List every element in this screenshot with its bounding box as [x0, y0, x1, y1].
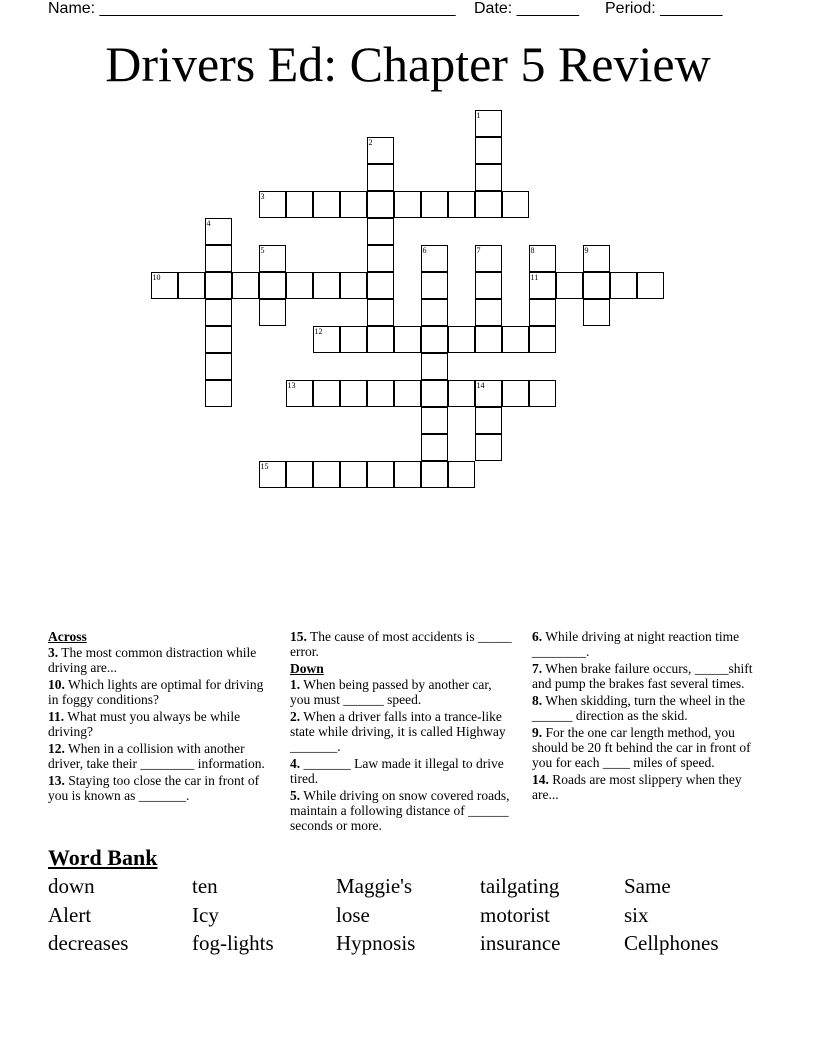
crossword-cell[interactable] — [448, 380, 475, 407]
crossword-cell[interactable] — [448, 326, 475, 353]
crossword-cell[interactable] — [340, 380, 367, 407]
crossword-cell[interactable] — [313, 326, 340, 353]
clue-text: What must you always be while driving? — [48, 709, 241, 739]
across-clue-3 — [48, 645, 272, 675]
crossword-cell[interactable] — [205, 245, 232, 272]
crossword-cell[interactable] — [367, 299, 394, 326]
clue-text: _______ Law made it illegal to drive tired. — [290, 756, 504, 786]
crossword-cell[interactable] — [259, 191, 286, 218]
clue-number: 5. — [290, 788, 301, 803]
clue-text: When being passed by another car, you must ______ speed. — [290, 677, 492, 707]
clue-number: 2. — [290, 709, 301, 724]
crossword-cell[interactable] — [475, 164, 502, 191]
crossword-cell[interactable] — [421, 191, 448, 218]
crossword-cell[interactable] — [205, 299, 232, 326]
word-bank-title: Word Bank — [48, 845, 158, 870]
clue-text: The cause of most accidents is _____ error. — [290, 629, 512, 659]
cell-number: 7 — [476, 245, 481, 255]
clue-number: 1. — [290, 677, 301, 692]
across-clue-13 — [48, 773, 272, 803]
word-bank-item: Cellphones — [624, 931, 719, 955]
clue-number: 4. — [290, 756, 301, 771]
cell-number: 4 — [206, 218, 211, 228]
word-bank-item: Hypnosis — [336, 931, 416, 955]
crossword-cell[interactable] — [421, 353, 448, 380]
across-clue-12 — [48, 741, 272, 771]
clue-number: 15. — [290, 629, 307, 644]
cell-number: 9 — [584, 245, 589, 255]
crossword-cell[interactable] — [502, 191, 529, 218]
crossword-cell[interactable] — [421, 245, 448, 272]
word-bank-item: Icy — [192, 903, 219, 927]
crossword-cell[interactable] — [475, 137, 502, 164]
crossword-cell[interactable] — [205, 353, 232, 380]
cell-number: 8 — [530, 245, 535, 255]
crossword-cell[interactable] — [421, 407, 448, 434]
cell-number: 10 — [152, 272, 161, 282]
crossword-cell[interactable] — [529, 380, 556, 407]
crossword-cell[interactable] — [313, 461, 340, 488]
clue-text: For the one car length method, you should be 20 ft behind the car in front of you for each ____ miles of speed. — [532, 725, 751, 770]
clue-text: When in a collision with another driver, take their ________ information. — [48, 741, 265, 771]
crossword-cell[interactable] — [313, 191, 340, 218]
word-bank-item: fog-lights — [192, 931, 274, 955]
crossword-cell[interactable] — [367, 380, 394, 407]
crossword-cell[interactable] — [502, 326, 529, 353]
cell-number: 12 — [314, 326, 323, 336]
crossword-cell[interactable] — [475, 272, 502, 299]
clue-number: 6. — [532, 629, 543, 644]
name-field-label[interactable]: Name: ________________________________________ — [48, 0, 456, 17]
date-field-label[interactable]: Date: _______ — [474, 0, 579, 17]
crossword-cell[interactable] — [583, 272, 610, 299]
crossword-cell[interactable] — [367, 164, 394, 191]
crossword-cell[interactable] — [475, 380, 502, 407]
crossword-cell[interactable] — [502, 380, 529, 407]
word-bank-item: Maggie's — [336, 874, 413, 898]
crossword-cell[interactable] — [475, 326, 502, 353]
clue-number: 7. — [532, 661, 543, 676]
crossword-cell[interactable] — [475, 191, 502, 218]
cell-number: 13 — [287, 380, 296, 390]
crossword-cell[interactable] — [556, 272, 583, 299]
crossword-cell[interactable] — [205, 380, 232, 407]
clue-number: 9. — [532, 725, 543, 740]
word-bank-item: ten — [192, 874, 218, 898]
crossword-cell[interactable] — [610, 272, 637, 299]
clue-column-3 — [532, 629, 756, 804]
crossword-cell[interactable] — [205, 272, 232, 299]
clue-number: 11. — [48, 709, 65, 724]
word-bank-item: Alert — [48, 903, 92, 927]
cell-number: 6 — [422, 245, 427, 255]
crossword-cell[interactable] — [394, 380, 421, 407]
down-clue-6 — [532, 629, 756, 659]
crossword-cell[interactable] — [367, 461, 394, 488]
crossword-cell[interactable] — [340, 461, 367, 488]
down-heading: Down — [290, 661, 324, 676]
crossword-cell[interactable] — [259, 272, 286, 299]
crossword-cell[interactable] — [232, 272, 259, 299]
crossword-cell[interactable] — [475, 245, 502, 272]
word-bank-item: tailgating — [480, 874, 560, 898]
crossword-cell[interactable] — [529, 299, 556, 326]
across-clue-15 — [290, 629, 514, 659]
down-clue-9 — [532, 725, 756, 770]
clue-number: 8. — [532, 693, 543, 708]
word-bank-item: down — [48, 874, 95, 898]
clue-text: Which lights are optimal for driving in foggy conditions? — [48, 677, 264, 707]
crossword-cell[interactable] — [259, 461, 286, 488]
clue-number: 10. — [48, 677, 65, 692]
crossword-cell[interactable] — [286, 272, 313, 299]
word-bank-item: six — [624, 903, 649, 927]
clue-number: 12. — [48, 741, 65, 756]
crossword-cell[interactable] — [475, 110, 502, 137]
crossword-cell[interactable] — [367, 245, 394, 272]
page-title: Drivers Ed: Chapter 5 Review — [105, 36, 711, 92]
crossword-cell[interactable] — [367, 218, 394, 245]
crossword-cell[interactable] — [529, 272, 556, 299]
across-clue-11 — [48, 709, 272, 739]
crossword-cell[interactable] — [205, 326, 232, 353]
crossword-cell[interactable] — [421, 299, 448, 326]
crossword-cell[interactable] — [421, 380, 448, 407]
clue-number: 14. — [532, 772, 549, 787]
word-bank-item: lose — [336, 903, 370, 927]
crossword-cell[interactable] — [340, 191, 367, 218]
word-bank-item: decreases — [48, 931, 129, 955]
cell-number: 15 — [260, 461, 269, 471]
clue-number: 3. — [48, 645, 59, 660]
clue-text: Roads are most slippery when they are... — [532, 772, 742, 802]
crossword-cell[interactable] — [475, 299, 502, 326]
down-clue-4 — [290, 756, 514, 786]
down-clue-8 — [532, 693, 756, 723]
crossword-cell[interactable] — [475, 434, 502, 461]
clue-column-1 — [48, 629, 272, 805]
crossword-cell[interactable] — [313, 272, 340, 299]
crossword-cell[interactable] — [583, 245, 610, 272]
cell-number: 5 — [260, 245, 265, 255]
crossword-cell[interactable] — [637, 272, 664, 299]
crossword-cell[interactable] — [151, 272, 178, 299]
clue-text: While driving at night reaction time ________. — [532, 629, 740, 659]
crossword-cell[interactable] — [421, 434, 448, 461]
crossword-cell[interactable] — [394, 326, 421, 353]
crossword-cell[interactable] — [448, 461, 475, 488]
crossword-cell[interactable] — [421, 272, 448, 299]
crossword-cell[interactable] — [313, 380, 340, 407]
crossword-cell[interactable] — [340, 326, 367, 353]
crossword-cell[interactable] — [340, 272, 367, 299]
clue-number: 13. — [48, 773, 65, 788]
crossword-cell[interactable] — [286, 380, 313, 407]
cell-number: 1 — [476, 110, 481, 120]
clue-text: When brake failure occurs, _____shift and pump the brakes fast several times. — [532, 661, 753, 691]
cell-number: 14 — [476, 380, 485, 390]
crossword-cell[interactable] — [259, 299, 286, 326]
down-clue-5 — [290, 788, 514, 833]
crossword-cell[interactable] — [367, 191, 394, 218]
word-bank-item: Same — [624, 874, 671, 898]
crossword-cell[interactable] — [421, 461, 448, 488]
crossword-cell[interactable] — [178, 272, 205, 299]
clue-text: When skidding, turn the wheel in the ______ direction as the skid. — [532, 693, 746, 723]
word-bank-item: insurance — [480, 931, 561, 955]
crossword-cell[interactable] — [421, 326, 448, 353]
clue-text: The most common distraction while driving are... — [48, 645, 257, 675]
clue-column-2 — [290, 629, 514, 835]
clue-text: Staying too close the car in front of you is known as _______. — [48, 773, 260, 803]
down-clue-2 — [290, 709, 514, 754]
down-clue-7 — [532, 661, 756, 691]
crossword-cell[interactable] — [394, 191, 421, 218]
crossword-cell[interactable] — [286, 461, 313, 488]
cell-number: 11 — [530, 272, 539, 282]
crossword-cell[interactable] — [367, 137, 394, 164]
across-heading: Across — [48, 629, 87, 644]
clue-text: While driving on snow covered roads, maintain a following distance of ______ seconds or more. — [290, 788, 510, 833]
crossword-cell[interactable] — [367, 326, 394, 353]
down-clue-1 — [290, 677, 514, 707]
crossword-cell[interactable] — [259, 245, 286, 272]
cell-number: 2 — [368, 137, 373, 147]
crossword-cell[interactable] — [394, 461, 421, 488]
crossword-cell[interactable] — [529, 245, 556, 272]
period-field-label[interactable]: Period: _______ — [605, 0, 723, 17]
crossword-cell[interactable] — [583, 299, 610, 326]
crossword-cell[interactable] — [205, 218, 232, 245]
crossword-cell[interactable] — [475, 407, 502, 434]
word-bank-item: motorist — [480, 903, 551, 927]
cell-number: 3 — [260, 191, 265, 201]
crossword-cell[interactable] — [286, 191, 313, 218]
crossword-cell[interactable] — [367, 272, 394, 299]
clue-text: When a driver falls into a trance-like state while driving, it is called Highway _______. — [290, 709, 506, 754]
crossword-cell[interactable] — [448, 191, 475, 218]
crossword-cell[interactable] — [529, 326, 556, 353]
down-clue-14 — [532, 772, 756, 802]
across-clue-10 — [48, 677, 272, 707]
